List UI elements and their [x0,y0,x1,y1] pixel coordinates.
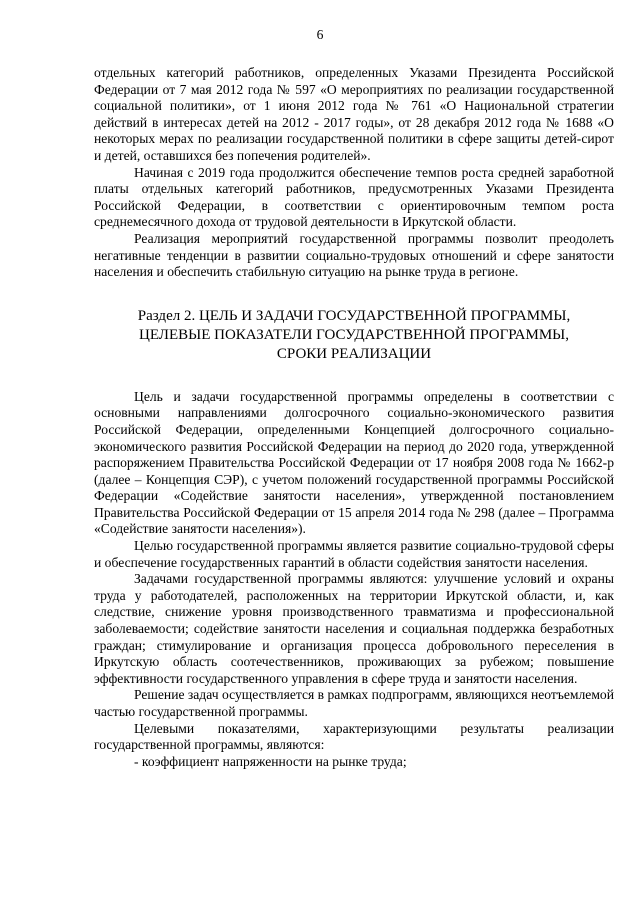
document-body [94,65,614,770]
paragraph-subprograms: Решение задач осуществляется в рамках подпрограмм, являющихся неотъемлемой частью государственной программы. [94,687,614,719]
paragraph-program-tasks: Задачами государственной программы являются: улучшение условий и охраны труда у работодателей, расположенных на территории Иркутской области, и, как следствие, снижение уровня производственного травматизма и профессиональной заболеваемости; содействие занятости населения и социальная поддержка безработных граждан; стимулирование и организация процесса добровольного переселения в Иркутскую область соотечественников, проживающих за рубежом; повышение эффективности государственного управления в сфере труда и занятости населения. [94,571,614,686]
paragraph-goals-basis: Цель и задачи государственной программы определены в соответствии с основными направлениями долгосрочного социально-экономического развития Российской Федерации, определенными Концепцией долгосрочного социально-экономического развития Российской Федерации на период до 2020 года, утвержденной распоряжением Правительства Российской Федерации от 17 ноября 2008 года № 1662-р (далее – Концепция СЭР), с учетом положений государственной программы Российской Федерации «Содействие занятости населения», утвержденной постановлением Правительства Российской Федерации от 15 апреля 2014 года № 298 (далее – Программа «Содействие занятости населения»). [94,388,614,537]
paragraph-program-implementation: Реализация мероприятий государственной программы позволит преодолеть негативные тенденции в развитии социально-трудовых отношений и сфере занятости населения и обеспечить стабильную ситуацию на рынке труда в регионе. [94,230,614,280]
page-number: 6 [316,27,324,42]
section-heading-line-2: ЦЕЛЕВЫЕ ПОКАЗАТЕЛИ ГОСУДАРСТВЕННОЙ ПРОГРАММЫ, [138,326,570,343]
paragraph-continuation: отдельных категорий работников, определенных Указами Президента Российской Федерации от 7 мая 2012 года № 597 «О мероприятиях по реализации государственной социальной политики», от 1 июня 2012 года № 761 «О Национальной стратегии действий в интересах детей на 2012 - 2017 годы», от 28 декабря 2012 года № 1688 «О некоторых мерах по реализации государственной политики в сфере защиты детей-сирот и детей, оставшихся без попечения родителей». [94,65,614,163]
section-heading-line-1: Раздел 2. ЦЕЛЬ И ЗАДАЧИ ГОСУДАРСТВЕННОЙ ПРОГРАММЫ, [137,307,571,324]
paragraph-salary-growth: Начиная с 2019 года продолжится обеспечение темпов роста средней заработной платы отдельных категорий работников, предусмотренных Указами Президента Российской Федерации, в соответствии с ориентировочным темпом роста среднемесячного дохода от трудовой деятельности в Иркутской области. [94,164,614,230]
paragraph-target-indicators: Целевыми показателями, характеризующими результаты реализации государственной программы, являются: [94,720,614,753]
section-heading-line-3: СРОКИ РЕАЛИЗАЦИИ [276,345,432,362]
section-heading [94,307,614,364]
list-item-labor-market-tension: - коэффициент напряженности на рынке труда; [134,753,407,769]
paragraph-program-goal: Целью государственной программы является развитие социально-трудовой сферы и обеспечение государственных гарантий в области содействия занятости населения. [94,538,614,570]
